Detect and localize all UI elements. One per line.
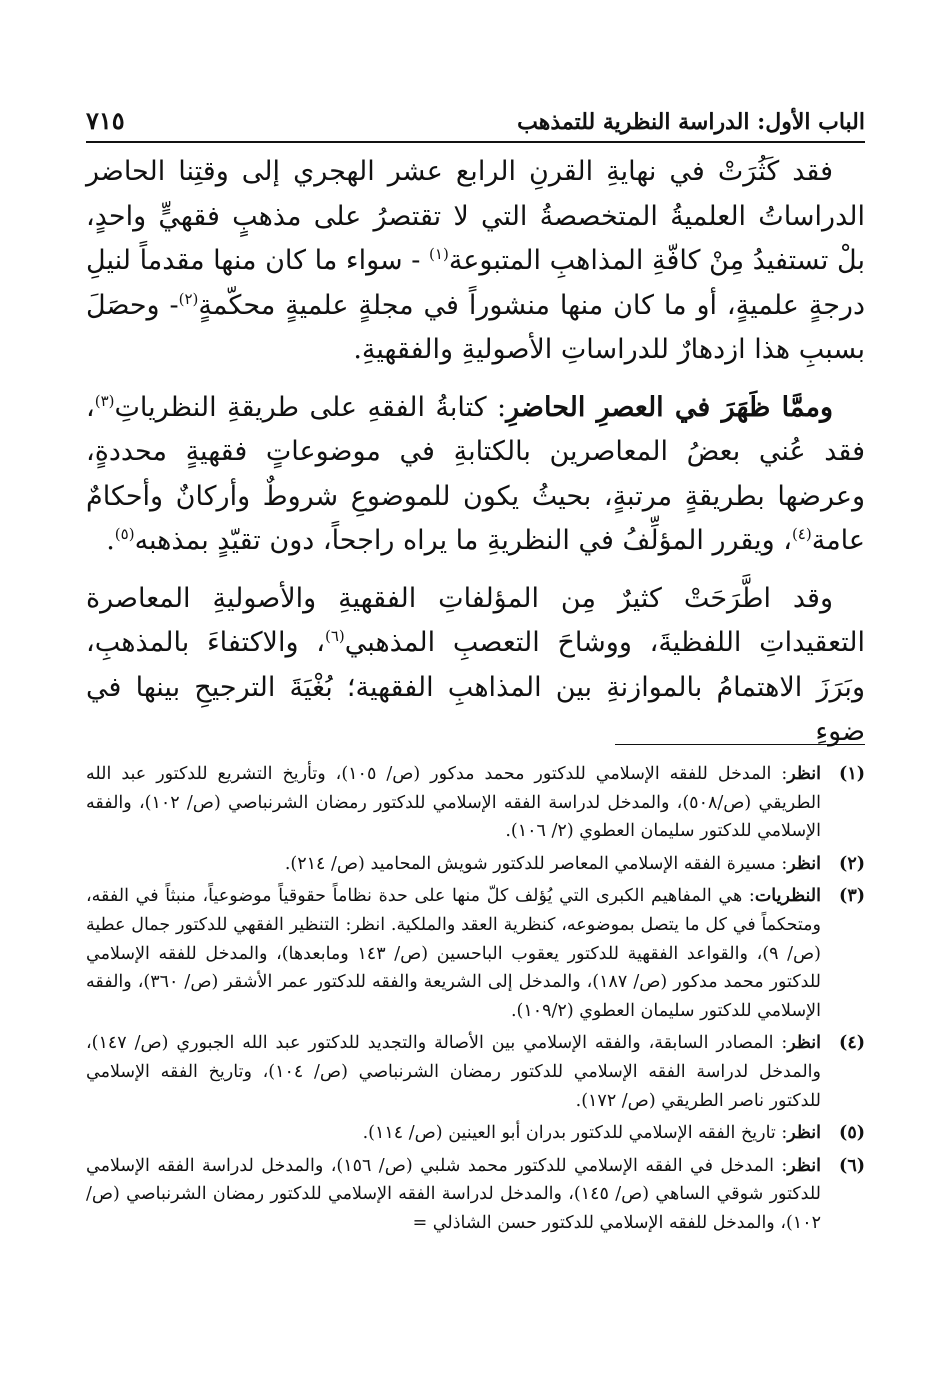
- footnote-number: (١): [839, 764, 865, 784]
- paragraph-1: فقد كَثُرَتْ في نهايةِ القرنِ الرابع عشر الهجري إلى وقتِنا الحاضر الدراساتُ العلميةُ المتخصصةُ التي لا تقتصرُ على مذهبٍ فقهيٍّ واحدٍ، بلْ تستفيدُ مِنْ كافّةِ المذاهبِ المتبوعة$^{(١)}$ - سواء ما كان منها مقدماً لنيلِ درجةٍ علميةٍ، أو ما كان منها منشوراً في مجلةٍ علميةٍ محكّمةٍ$^{(٢)}$- وحصَلَ بسببِ هذا ازدهارٌ للدراساتِ الأصوليةِ والفقهيةِ.: [86, 156, 865, 365]
- footnote-number: (٦): [839, 1155, 865, 1176]
- header-divider: [86, 141, 865, 143]
- bold-lead: وممَّا ظَهَرَ في العصرِ الحاضرِ: [506, 391, 833, 423]
- footnote-ref-3: (٣): [94, 391, 115, 410]
- footnote-number: (٥): [839, 1123, 865, 1144]
- main-text: [86, 150, 865, 768]
- footnote-ref-1: (١): [429, 245, 449, 263]
- footnote-number: (٢): [839, 853, 865, 874]
- footnote-1: (١) انظر: المدخل للفقه الإسلامي للدكتور محمد مدكور (ص/ ١٠٥)، وتأريخ التشريع للدكتور عبد الله الطريقي (ص/٥٠٨)، والمدخل لدراسة الفقه الإسلامي للدكتور رمضان الشرنباصي (ص/ ١٠٢)، والفقه الإسلامي للدكتور سليمان العطوي (٢/ ١٠٦).: [86, 760, 865, 846]
- footnote-4: (٤) انظر: المصادر السابقة، والفقه الإسلامي بين الأصالة والتجديد للدكتور عبد الله الجبوري (ص/ ١٤٧)، والمدخل لدراسة الفقه الإسلامي للدكتور رمضان الشرنباصي (ص/ ١٠٤)، وتاريخ الفقه الإسلامي للدكتور ناصر الطريقي (ص/ ١٧٢).: [86, 1029, 865, 1115]
- footnote-ref-6: (٦): [324, 627, 345, 645]
- page-header: [86, 95, 865, 135]
- footnote-number: (٣): [839, 886, 865, 907]
- page-number: ٧١٥: [86, 106, 125, 135]
- footnote-6: (٦) انظر: المدخل في الفقه الإسلامي للدكتور محمد شلبي (ص/ ١٥٦)، والمدخل لدراسة الفقه الإسلامي للدكتور شوقي الساهي (ص/ ١٤٥)، والمدخل لدراسة الفقه الإسلامي للدكتور رمضان الشرنباصي (ص/ ١٠٢)، والمدخل للفقه الإسلامي للدكتور حسن الشاذلي =: [86, 1152, 865, 1238]
- footnote-number: (٤): [839, 1033, 865, 1054]
- footnote-2: (٢) انظر: مسيرة الفقه الإسلامي المعاصر للدكتور شويش المحاميد (ص/ ٢١٤).: [86, 850, 865, 879]
- chapter-title: الباب الأول: الدراسة النظرية للتمذهب: [517, 109, 865, 135]
- footnote-ref-5: (٥): [114, 525, 135, 543]
- footnotes: [86, 760, 865, 1242]
- footnote-ref-4: (٤): [791, 525, 812, 543]
- footnote-5: (٥) انظر: تاريخ الفقه الإسلامي للدكتور بدران أبو العينين (ص/ ١١٤).: [86, 1119, 865, 1148]
- footnote-divider: [615, 744, 865, 745]
- footnote-3: (٣) النظريات: هي المفاهيم الكبرى التي يُؤلف كلّ منها على حدة نظاماً حقوقياً موضوعياً، منبثاً في الفقه، ومتحكماً في كل ما يتصل بموضوعه، كنظرية العقد والملكية. انظر: التنظير الفقهي للدكتور جمال عطية (ص/ ٩)، والقواعد الفقهية للدكتور يعقوب الباحسين (ص/ ١٤٣ ومابعدها)، والمدخل للفقه الإسلامي للدكتور محمد مدكور (ص/ ١٨٧)، والمدخل إلى الشريعة والفقه للدكتور عمر الأشقر (ص/ ٣٦٠)، والفقه الإسلامي للدكتور سليمان العطوي (١٠٩/٢).: [86, 882, 865, 1025]
- footnote-ref-2: (٢): [178, 289, 199, 308]
- paragraph-3: وقد اطَّرَحَتْ كثيرٌ مِن المؤلفاتِ الفقهيةِ والأصوليةِ المعاصرة التعقيداتِ اللفظيةَ، ووشاحَ التعصبِ المذهبي$^{(٦)}$، والاكتفاءَ بالمذهبِ، وبَرَزَ الاهتمامُ بالموازنةِ بين المذاهبِ الفقهية؛ بُغْيَةَ الترجيحِ بينها في ضوءِ: [86, 582, 865, 747]
- paragraph-2: وممَّا ظَهَرَ في العصرِ الحاضرِ: كتابةُ الفقهِ على طريقةِ النظرياتِ$^{(٣)}$، فقد عُني بعضُ المعاصرين بالكتابةِ في موضوعاتٍ فقهيةٍ محددةٍ، وعرضها بطريقةٍ مرتبةٍ، بحيثُ يكون للموضوعِ شروطٌ وأركانٌ وأحكامٌ عامة$^{(٤)}$، ويقرر المؤلِّفُ في النظريةِ ما يراه راجحاً، دون تقيّدٍ بمذهبه$^{(٥)}$.: [86, 391, 865, 556]
